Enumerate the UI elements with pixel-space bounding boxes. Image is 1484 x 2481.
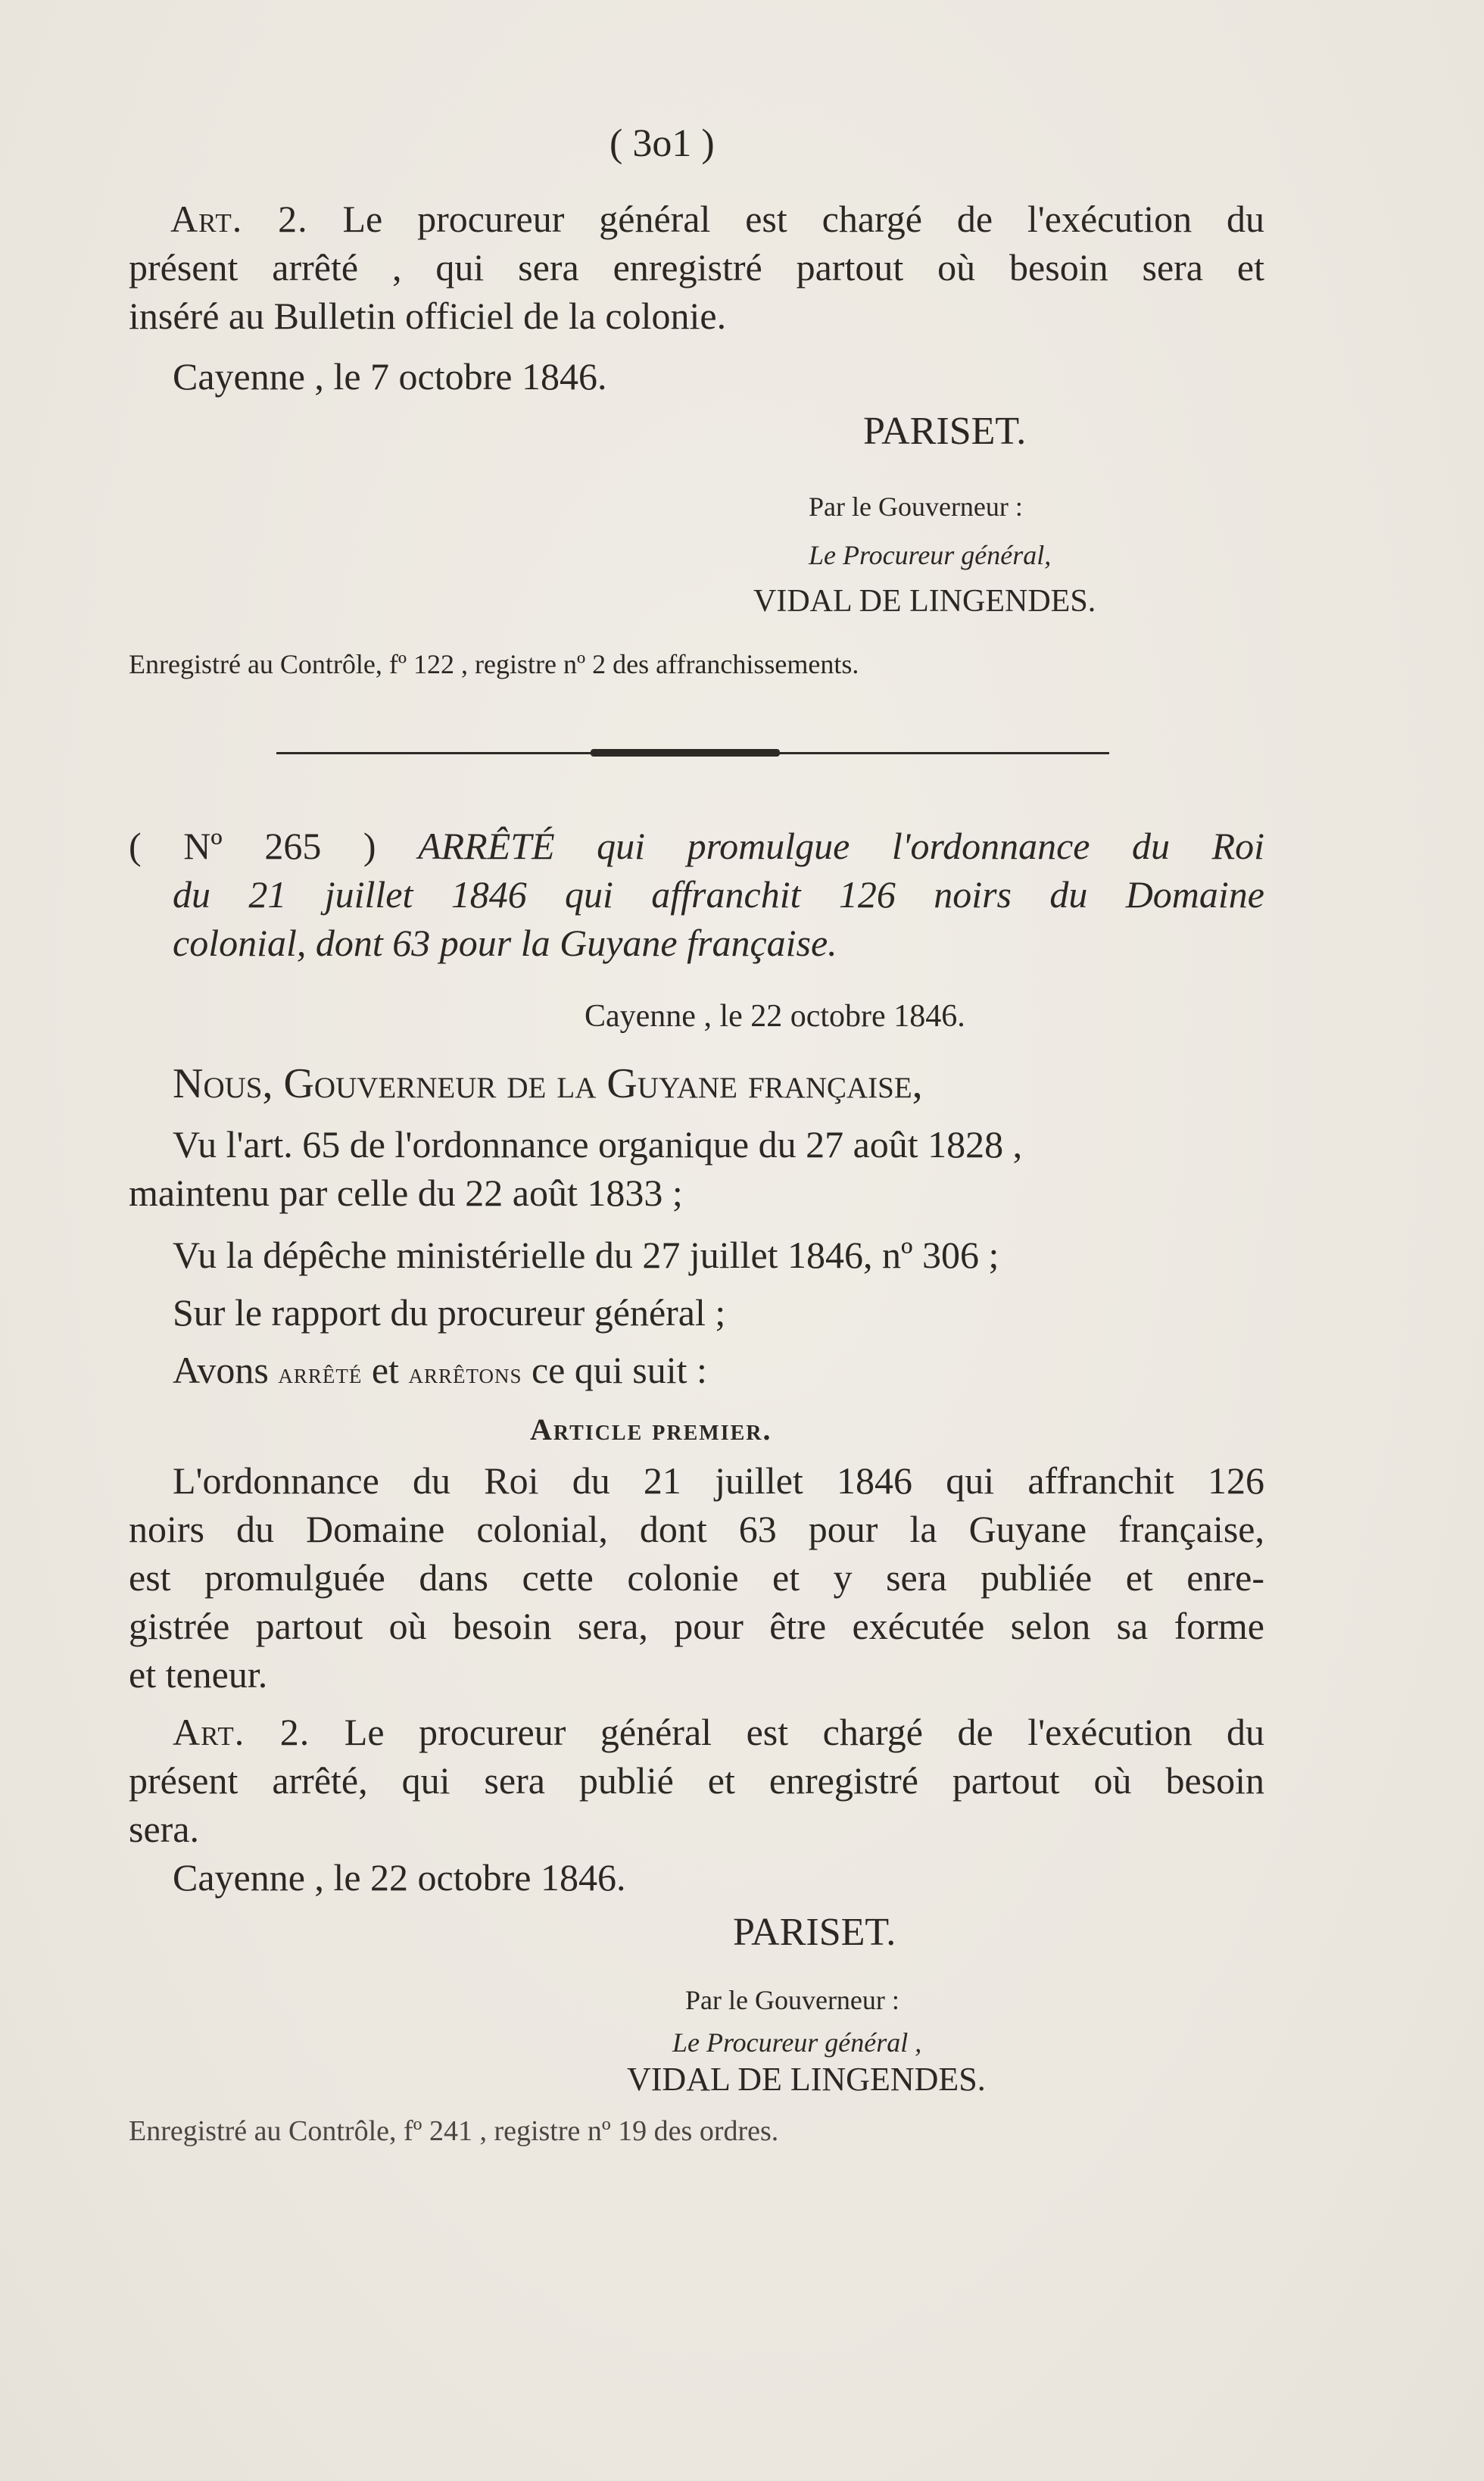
art1-line-1: L'ordonnance du Roi du 21 juillet 1846 qui affranchit 126	[173, 1459, 1264, 1502]
second-date-line: Cayenne , le 22 octobre 1846.	[173, 1856, 626, 1899]
first-registration: Enregistré au Contrôle, fº 122 , registre nº 2 des affranchissements.	[129, 649, 859, 679]
first-by-governor: Par le Gouverneur :	[809, 492, 1023, 522]
second-art2-line-1	[173, 1709, 1264, 1755]
first-art2-text-1: Le procureur général est chargé de l'exécution du	[342, 198, 1265, 240]
avons-arrete: arrêté	[278, 1358, 363, 1390]
first-date-line: Cayenne , le 7 octobre 1846.	[173, 355, 607, 398]
art1-line-5: et teneur.	[129, 1653, 268, 1696]
art1-line-3: est promulguée dans cette colonie et y sera publiée et enre-	[129, 1556, 1264, 1599]
second-art2-text-1: Le procureur général est chargé de l'exécution du	[344, 1711, 1265, 1753]
second-registration: Enregistré au Contrôle, fº 241 , registre nº 19 des ordres.	[129, 2115, 779, 2147]
avons-et: et	[371, 1349, 399, 1391]
second-heading-text-1: ARRÊTÉ qui promulgue l'ordonnance du Roi	[418, 825, 1265, 867]
avons-arrete-line	[173, 1347, 1308, 1397]
first-art2-line-2: présent arrêté , qui sera enregistré partout où besoin sera et	[129, 246, 1264, 289]
sur-rapport-line: Sur le rapport du procureur général ;	[173, 1291, 726, 1334]
article-premier-heading: Article premier.	[530, 1412, 772, 1446]
second-by-governor: Par le Gouverneur :	[685, 1985, 899, 2015]
first-art2-line-3: inséré au Bulletin officiel de la colonie.	[129, 295, 727, 337]
nous-gouverneur-line: Nous, Gouverneur de la Guyane française,	[173, 1060, 923, 1107]
page-number: ( 3o1 )	[610, 122, 715, 165]
vu-line-3: Vu la dépêche ministérielle du 27 juillet 1846, nº 306 ;	[173, 1234, 999, 1276]
first-art2-line-1	[129, 195, 1264, 242]
second-procureur-name: VIDAL DE LINGENDES.	[627, 2061, 986, 2098]
art1-line-4: gistrée partout où besoin sera, pour être exécutée selon sa forme	[129, 1605, 1264, 1647]
first-procureur-title: Le Procureur général,	[809, 540, 1052, 570]
second-art2-line-3: sera.	[129, 1808, 199, 1850]
second-heading-line-1	[129, 822, 1264, 869]
first-art2-label: Art. 2.	[170, 198, 308, 240]
second-heading-line-3: colonial, dont 63 pour la Guyane française.	[173, 922, 837, 964]
second-place-date: Cayenne , le 22 octobre 1846.	[585, 999, 965, 1034]
vu-line-1: Vu l'art. 65 de l'ordonnance organique du 27 août 1828 ,	[173, 1123, 1023, 1166]
second-heading-line-2: du 21 juillet 1846 qui affranchit 126 noirs du Domaine	[173, 873, 1264, 916]
vu-line-2: maintenu par celle du 22 août 1833 ;	[129, 1172, 683, 1214]
avons-prefix: Avons	[173, 1349, 269, 1391]
first-signature: PARISET.	[863, 410, 1027, 453]
avons-suffix: ce qui suit :	[531, 1349, 707, 1391]
second-arrete-number: ( Nº 265 )	[129, 825, 376, 867]
first-procureur-name: VIDAL DE LINGENDES.	[753, 584, 1096, 619]
second-procureur-title: Le Procureur général ,	[672, 2027, 922, 2058]
art1-line-2: noirs du Domaine colonial, dont 63 pour la Guyane française,	[129, 1508, 1264, 1550]
avons-arretons: arrêtons	[408, 1358, 522, 1390]
section-divider-ornament	[591, 749, 780, 757]
second-art2-line-2: présent arrêté, qui sera publié et enregistré partout où besoin	[129, 1759, 1264, 1802]
second-art2-label: Art. 2.	[173, 1711, 310, 1753]
second-signature: PARISET.	[733, 1911, 896, 1954]
